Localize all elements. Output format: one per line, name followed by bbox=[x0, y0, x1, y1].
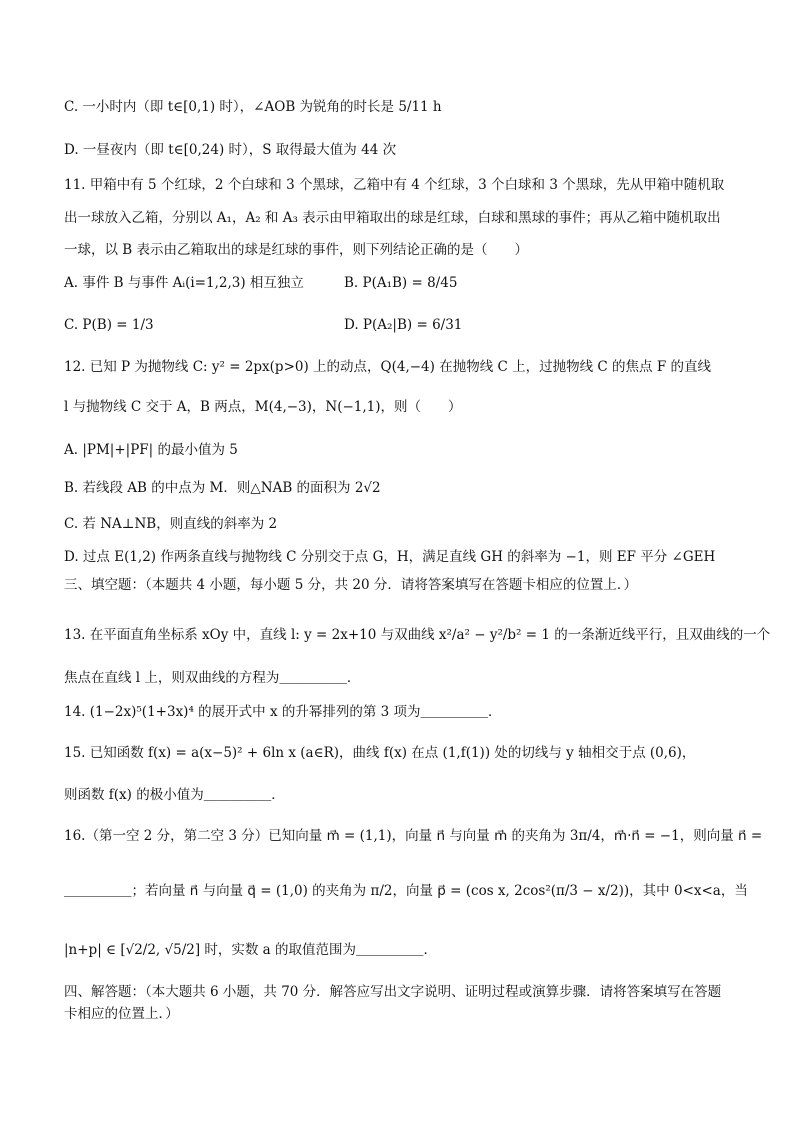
question-11-line2: 出一球放入乙箱，分别以 A₁，A₂ 和 A₃ 表示由甲箱取出的球是红球，白球和黑球的事件；再从乙箱中随机取出 bbox=[64, 210, 721, 226]
option-11b: B. P(A₁B) = 8/45 bbox=[344, 275, 458, 291]
question-11-line1: 11. 甲箱中有 5 个红球，2 个白球和 3 个黑球，乙箱中有 4 个红球，3 个白球和 3 个黑球，先从甲箱中随机取 bbox=[64, 177, 725, 193]
question-15-line1: 15. 已知函数 f(x) = a(x−5)² + 6ln x (a∈R)，曲线 f(x) 在点 (1,f(1)) 处的切线与 y 轴相交于点 (0,6)， bbox=[64, 745, 696, 761]
option-12c: C. 若 NA⊥NB，则直线的斜率为 2 bbox=[64, 516, 278, 532]
question-12-line2: l 与抛物线 C 交于 A，B 两点，M(4,−3)，N(−1,1)，则（ ） bbox=[64, 399, 462, 415]
option-11d: D. P(A₂|B) = 6/31 bbox=[344, 317, 463, 333]
question-12-line1: 12. 已知 P 为抛物线 C: y² = 2px(p>0) 上的动点，Q(4,−4) 在抛物线 C 上，过抛物线 C 的焦点 F 的直线 bbox=[64, 359, 711, 375]
option-11a: A. 事件 B 与事件 Aᵢ(i=1,2,3) 相互独立 bbox=[64, 275, 304, 291]
question-11-line3: 一球，以 B 表示由乙箱取出的球是红球的事件，则下列结论正确的是（ ） bbox=[64, 242, 529, 258]
option-11c: C. P(B) = 1/3 bbox=[64, 317, 154, 333]
section-3-heading: 三、填空题：（本题共 4 小题，每小题 5 分，共 20 分．请将答案填写在答题卡相应的位置上．） bbox=[64, 577, 638, 593]
option-12b: B. 若线段 AB 的中点为 M．则△NAB 的面积为 2√2 bbox=[64, 480, 381, 496]
question-16-line2: ＿＿＿＿＿；若向量 n⃗ 与向量 q⃗ = (1,0) 的夹角为 π/2，向量 p⃗ = (cos x, 2cos²(π/3 − x/2))，其中 0<x<a，当 bbox=[64, 883, 748, 899]
question-16-line1: 16.（第一空 2 分，第二空 3 分）已知向量 m⃗ = (1,1)，向量 n⃗ 与向量 m⃗ 的夹角为 3π/4，m⃗·n⃗ = −1，则向量 n⃗ = bbox=[64, 828, 763, 844]
question-14: 14. (1−2x)⁵(1+3x)⁴ 的展开式中 x 的升幂排列的第 3 项为＿＿＿＿＿． bbox=[64, 704, 502, 720]
question-16-line3: |n+p| ∈ [√2/2, √5/2] 时，实数 a 的取值范围为＿＿＿＿＿． bbox=[64, 942, 438, 958]
question-13-line1: 13. 在平面直角坐标系 xOy 中，直线 l: y = 2x+10 与双曲线 x²/a² − y²/b² = 1 的一条渐近线平行，且双曲线的一个 bbox=[64, 627, 771, 643]
option-10c: C. 一小时内（即 t∈[0,1) 时），∠AOB 为锐角的时长是 5/11 h bbox=[64, 99, 442, 115]
section-4-heading-line2: 卡相应的位置上．） bbox=[64, 1006, 179, 1022]
option-12a: A. |PM|+|PF| 的最小值为 5 bbox=[64, 442, 238, 458]
question-15-line2: 则函数 f(x) 的极小值为＿＿＿＿＿． bbox=[64, 787, 285, 803]
option-10d: D. 一昼夜内（即 t∈[0,24) 时），S 取得最大值为 44 次 bbox=[64, 142, 397, 158]
section-4-heading-line1: 四、解答题：（本大题共 6 小题，共 70 分．解答应写出文字说明、证明过程或演算步骤．请将答案填写在答题 bbox=[64, 984, 722, 1000]
question-13-line2: 焦点在直线 l 上，则双曲线的方程为＿＿＿＿＿． bbox=[64, 670, 361, 686]
option-12d: D. 过点 E(1,2) 作两条直线与抛物线 C 分别交于点 G，H，满足直线 GH 的斜率为 −1，则 EF 平分 ∠GEH bbox=[64, 549, 716, 565]
